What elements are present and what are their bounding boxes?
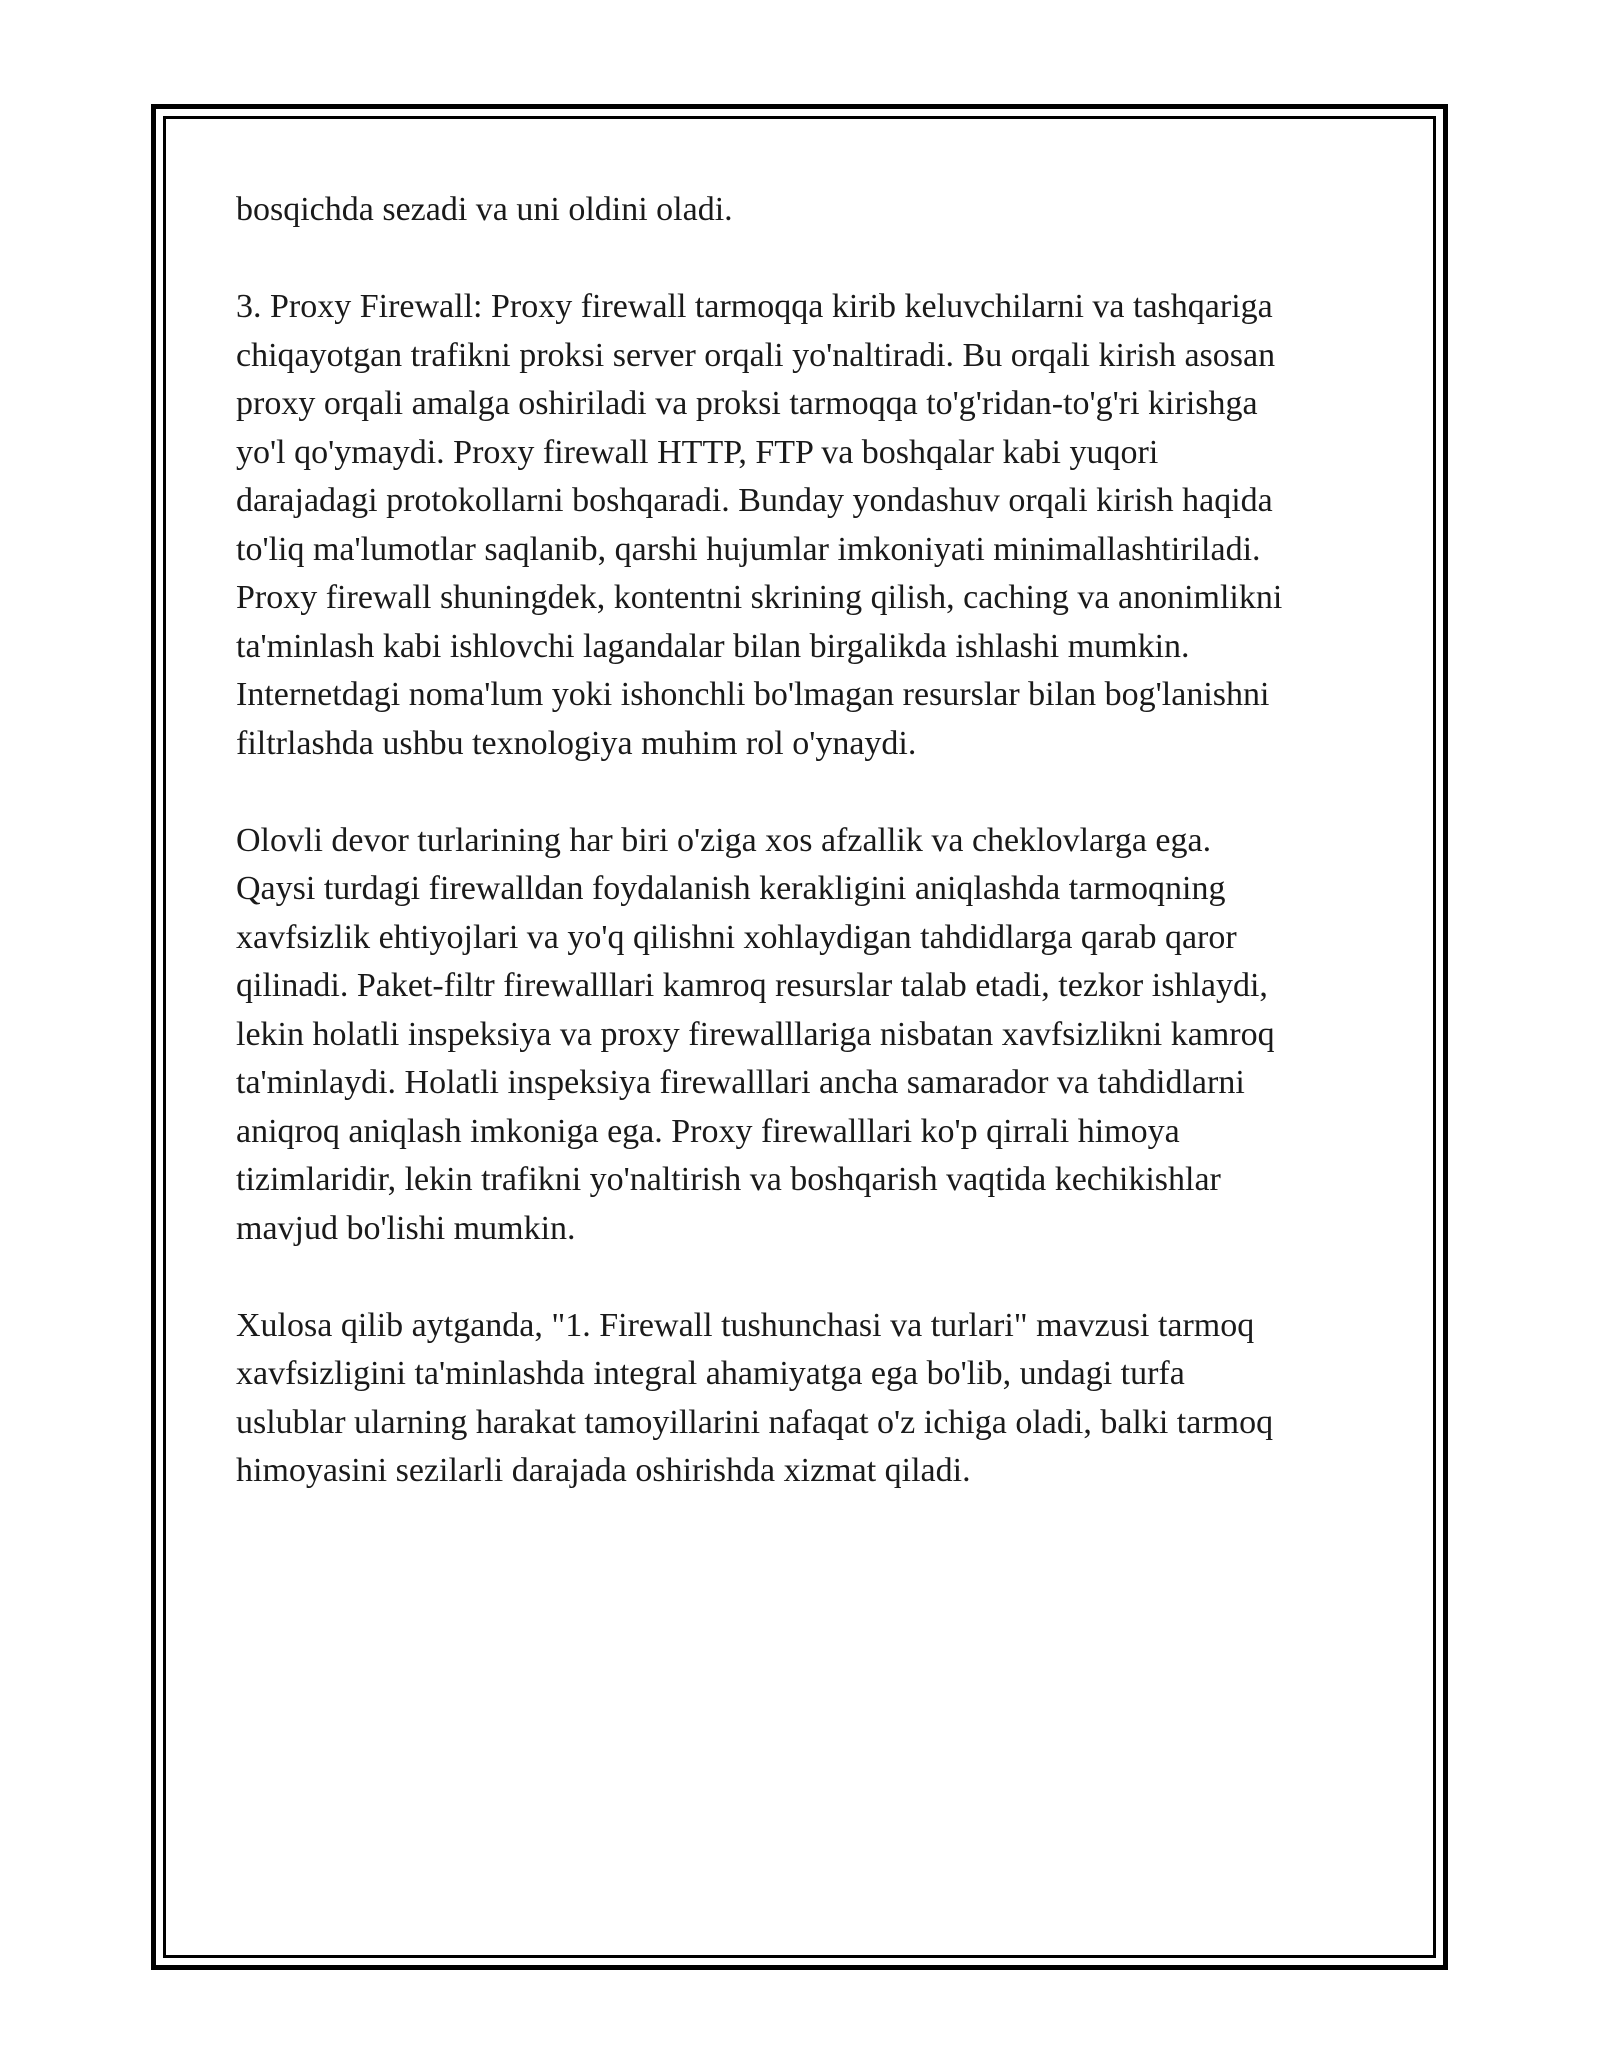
- text-line: to'liq ma'lumotlar saqlanib, qarshi hujumlar imkoniyati minimallashtiriladi.: [236, 530, 1261, 568]
- text-line: qilinadi. Paket-filtr firewalllari kamroq resurslar talab etadi, tezkor ishlaydi,: [236, 967, 1268, 1004]
- document-body: [236, 186, 1376, 1544]
- paragraph-proxy-firewall: [236, 283, 1376, 768]
- text-line: lekin holatli inspeksiya va proxy firewalllariga nisbatan xavfsizlikni kamroq: [236, 1015, 1275, 1053]
- text-line: ta'minlash kabi ishlovchi lagandalar bilan birgalikda ishlashi mumkin.: [236, 627, 1190, 665]
- paragraph-continuation: [236, 186, 1376, 235]
- text-line: yo'l qo'ymaydi. Proxy firewall HTTP, FTP va boshqalar kabi yuqori: [236, 433, 1159, 471]
- text-line: Xulosa qilib aytganda, "1. Firewall tushunchasi va turlari" mavzusi tarmoq: [236, 1306, 1255, 1344]
- text-line: aniqroq aniqlash imkoniga ega. Proxy firewalllari ko'p qirrali himoya: [236, 1112, 1180, 1150]
- text-line: filtrlashda ushbu texnologiya muhim rol o'ynaydi.: [236, 724, 917, 762]
- paragraph-conclusion: [236, 1302, 1376, 1496]
- text-line: xavfsizlik ehtiyojlari va yo'q qilishni xohlaydigan tahdidlarga qarab qaror: [236, 918, 1237, 956]
- text-line: tizimlaridir, lekin trafikni yo'naltirish va boshqarish vaqtida kechikishlar: [236, 1161, 1221, 1198]
- paragraph-firewall-comparison: [236, 817, 1376, 1254]
- text-line: Olovli devor turlarining har biri o'ziga xos afzallik va cheklovlarga ega.: [236, 821, 1212, 859]
- text-line: uslublar ularning harakat tamoyillarini nafaqat o'z ichiga oladi, balki tarmoq: [236, 1403, 1274, 1441]
- text-line: Qaysi turdagi firewalldan foydalanish kerakligini aniqlashda tarmoqning: [236, 870, 1226, 907]
- text-line: Internetdagi noma'lum yoki ishonchli bo'lmagan resurslar bilan bog'lanishni: [236, 676, 1270, 713]
- text-line: himoyasini sezilarli darajada oshirishda xizmat qiladi.: [236, 1452, 971, 1489]
- text-line: bosqichda sezadi va uni oldini oladi.: [236, 191, 733, 228]
- text-line: mavjud bo'lishi mumkin.: [236, 1209, 576, 1247]
- text-line: Proxy firewall shuningdek, kontentni skrining qilish, caching va anonimlikni: [236, 579, 1283, 616]
- text-line: proxy orqali amalga oshiriladi va proksi tarmoqqa to'g'ridan-to'g'ri kirishga: [236, 385, 1258, 422]
- text-line: darajadagi protokollarni boshqaradi. Bunday yondashuv orqali kirish haqida: [236, 482, 1273, 519]
- text-line: chiqayotgan trafikni proksi server orqali yo'naltiradi. Bu orqali kirish asosan: [236, 336, 1276, 374]
- text-line: 3. Proxy Firewall: Proxy firewall tarmoqqa kirib keluvchilarni va tashqariga: [236, 288, 1273, 325]
- text-line: xavfsizligini ta'minlashda integral ahamiyatga ega bo'lib, undagi turfa: [236, 1355, 1185, 1392]
- text-line: ta'minlaydi. Holatli inspeksiya firewalllari ancha samarador va tahdidlarni: [236, 1064, 1245, 1101]
